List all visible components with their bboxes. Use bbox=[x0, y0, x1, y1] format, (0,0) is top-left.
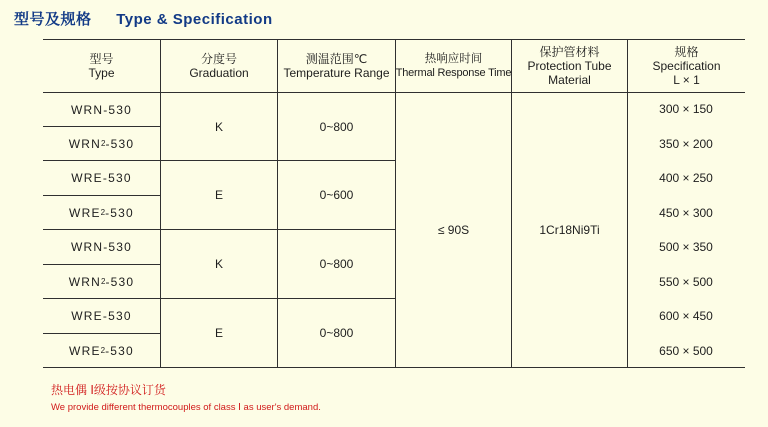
model-base: WRN bbox=[68, 274, 101, 289]
page-title-zh: 型号及规格 bbox=[14, 11, 92, 28]
column-header-temperature-range bbox=[278, 40, 395, 92]
specification-item: 550 × 500 bbox=[659, 274, 713, 289]
specification-item: 500 × 350 bbox=[659, 240, 713, 255]
column-header-specification-zh: 规格 bbox=[674, 45, 699, 59]
page-title bbox=[14, 8, 273, 29]
model-base: WRN bbox=[68, 136, 101, 151]
footnote-zh: 热电偶 Ⅰ级按协议订货 bbox=[51, 383, 166, 397]
specification-item: 350 × 200 bbox=[659, 136, 713, 151]
graduation-cell: E bbox=[214, 326, 223, 340]
column-header-graduation-zh: 分度号 bbox=[200, 52, 237, 66]
model-cell: WRE 2 -530 bbox=[69, 343, 134, 358]
spec-table bbox=[43, 39, 745, 368]
specification-item: 300 × 150 bbox=[659, 102, 713, 117]
model-suffix: -530 bbox=[105, 205, 134, 220]
model-base: WRE bbox=[71, 309, 103, 323]
model-suffix: -530 bbox=[105, 343, 134, 358]
column-header-protection-tube bbox=[512, 40, 627, 92]
model-base: WRN bbox=[70, 102, 104, 117]
model-cell: WRN 2 -530 bbox=[68, 274, 135, 289]
specification-item: 450 × 300 bbox=[659, 205, 713, 220]
specification-item: 650 × 500 bbox=[659, 343, 713, 358]
material-cell: 1Cr18Ni9Ti bbox=[539, 223, 600, 237]
model-cell: WRE 2 -530 bbox=[69, 205, 134, 220]
model-suffix: -530 bbox=[103, 102, 133, 117]
column-header-temperature-range-en: Temperature Range bbox=[283, 66, 390, 80]
temperature-range-cell: 0~800 bbox=[319, 326, 354, 340]
model-suffix: -530 bbox=[105, 274, 135, 289]
column-header-temperature-range-zh: 测温范围℃ bbox=[305, 52, 368, 66]
temperature-range-cell: 0~800 bbox=[319, 257, 354, 271]
specification-item: 400 × 250 bbox=[659, 171, 713, 186]
model-suffix: -530 bbox=[102, 171, 132, 185]
temperature-range-cell: 0~800 bbox=[319, 119, 354, 134]
column-header-specification bbox=[628, 40, 745, 92]
model-cell bbox=[43, 299, 160, 333]
model-cell bbox=[43, 230, 160, 264]
model-suffix: -530 bbox=[102, 309, 132, 323]
specification-item: 600 × 450 bbox=[659, 309, 713, 324]
footnote-en: We provide different thermocouples of class Ⅰ as user's demand. bbox=[51, 402, 321, 413]
model-cell: WRN 2 -530 bbox=[68, 136, 135, 151]
column-header-response-time bbox=[396, 40, 511, 92]
column-header-protection-tube-en: Protection Tube bbox=[527, 59, 612, 73]
model-cell bbox=[43, 93, 160, 126]
model-base: WRN bbox=[70, 240, 104, 254]
page-title-en: Type & Specification bbox=[116, 11, 273, 28]
graduation-cell: E bbox=[214, 188, 223, 202]
model-cell bbox=[43, 161, 160, 195]
model-suffix: -530 bbox=[105, 136, 135, 151]
model-base: WRE bbox=[69, 343, 101, 358]
column-header-specification-en2: L × 1 bbox=[673, 73, 700, 87]
temperature-range-cell: 0~600 bbox=[319, 188, 354, 202]
graduation-cell: K bbox=[214, 257, 223, 271]
column-header-response-time-en: Thermal Response Time bbox=[395, 67, 512, 79]
column-header-specification-en: Specification bbox=[652, 59, 721, 73]
column-header-response-time-zh: 热响应时间 bbox=[424, 53, 483, 65]
graduation-cell: K bbox=[214, 119, 223, 134]
response-time-cell: ≤ 90S bbox=[437, 223, 470, 237]
model-base: WRE bbox=[69, 205, 101, 220]
column-header-graduation bbox=[161, 40, 277, 92]
column-header-type-en: Type bbox=[88, 66, 115, 80]
column-header-type bbox=[43, 40, 160, 92]
column-header-protection-tube-en2: Material bbox=[548, 73, 591, 87]
specification-list bbox=[627, 92, 745, 368]
model-base: WRE bbox=[71, 171, 103, 185]
model-suffix: -530 bbox=[103, 240, 133, 254]
column-header-protection-tube-zh: 保护管材料 bbox=[539, 45, 600, 59]
column-header-type-zh: 型号 bbox=[89, 52, 114, 66]
column-header-graduation-en: Graduation bbox=[189, 66, 249, 80]
